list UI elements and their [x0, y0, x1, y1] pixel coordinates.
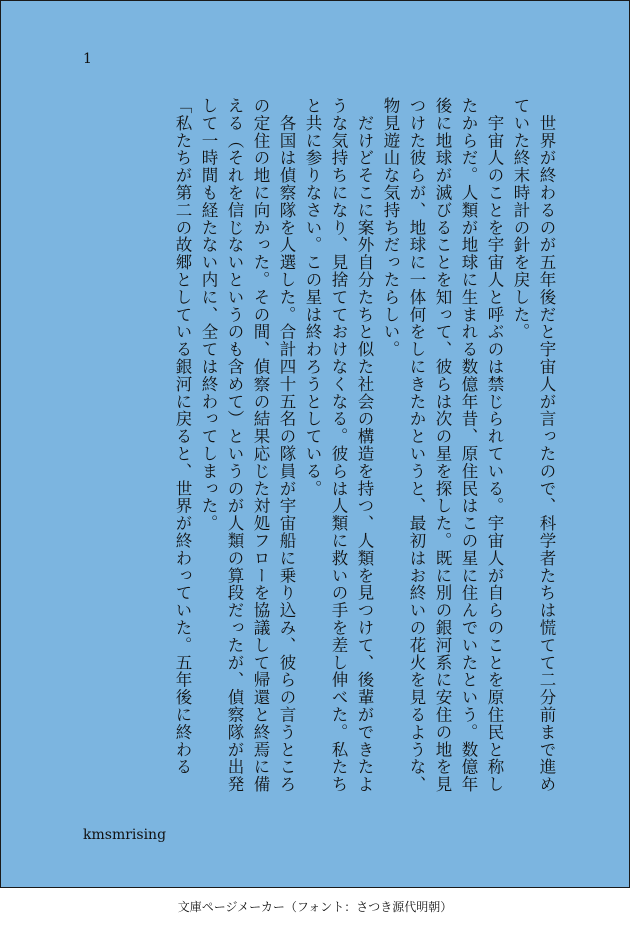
- paragraph: 宇宙人のことを宇宙人と呼ぶのは禁じられている。宇宙人が自らのことを原住民と称したからだ。人類が地球に生まれる数億年昔、原住民はこの星に住んでいたという。数億年後に地球が滅びることを知って、彼らは次の星を探した。既に別の銀河系に安住の地を見つけた彼らが、地球に一体何をしにきたかというと、最初はお終いの花火を見るような、物見遊山な気持ちだったらしい。: [381, 97, 504, 793]
- page-number: 1: [83, 51, 92, 67]
- paragraph: 世界が終わるのが五年後だと宇宙人が言ったので、科学者たちは慌てて二分前まで進めていた終末時計の針を戻した。: [511, 97, 556, 793]
- paragraph: 「私たちが第二の故郷としている銀河に戻ると、世界が終わっていた。五年後に終わる: [173, 97, 192, 776]
- footer-caption: 文庫ページメーカー（フォント：さつき源代明朝）: [177, 900, 453, 914]
- paragraph: だけどそこに案外自分たちと似た社会の構造を持つ、人類を見つけて、後輩ができたような気持ちになり、見捨てておけなくなる。彼らは人類に救いの手を差し伸べた。私たちと共に参りなさい。この星は終わろうとしている。: [303, 97, 374, 793]
- paragraph: 各国は偵察隊を人選した。合計四十五名の隊員が宇宙船に乗り込み、彼らの言うところの定住の地に向かった。その間、偵察の結果応じた対処フローを協議して帰還と終焉に備える（それを信じないというのも含めて）というのが人類の算段だったが、偵察隊が出発して一時間も経たない内に、全ては終わってしまった。: [199, 97, 296, 793]
- author-name: kmsmrising: [83, 827, 167, 843]
- body-text: [79, 97, 559, 797]
